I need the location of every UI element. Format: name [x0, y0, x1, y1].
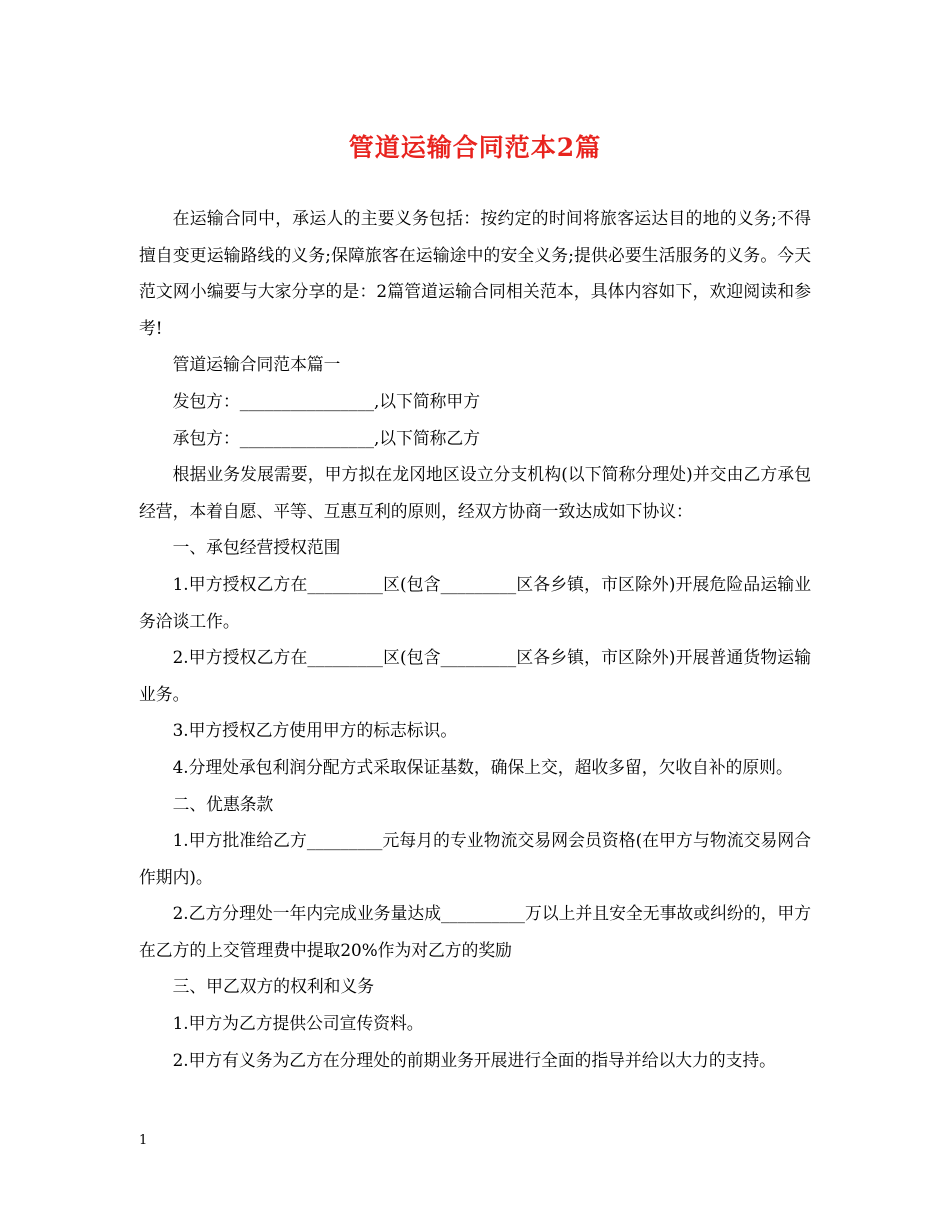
paragraph-clause-heading-1: 一、承包经营授权范围	[172, 537, 341, 558]
paragraph-intro: 在运输合同中，承运人的主要义务包括：按约定的时间将旅客运达目的地的义务;不得擅自变更运输路线的义务;保障旅客在运输途中的安全义务;提供必要生活服务的义务。今天范文网小编要与大家分享的是：2篇管道运输合同相关范本，具体内容如下，欢迎阅读和参考!	[139, 208, 811, 338]
paragraph-clause-1-3: 3.甲方授权乙方使用甲方的标志标识。	[172, 720, 458, 741]
paragraph-clause-2-2: 2.乙方分理处一年内完成业务量达成__________万以上并且安全无事故或纠纷的，甲方在乙方的上交管理费中提取20%作为对乙方的奖励	[139, 903, 811, 960]
paragraph-preamble: 根据业务发展需要，甲方拟在龙冈地区设立分支机构(以下简称分理处)并交由乙方承包经营，本着自愿、平等、互惠互利的原则，经双方协商一致达成如下协议：	[139, 464, 811, 521]
paragraph-clause-3-1: 1.甲方为乙方提供公司宣传资料。	[172, 1013, 424, 1034]
paragraph-clause-3-2: 2.甲方有义务为乙方在分理处的前期业务开展进行全面的指导并给以大力的支持。	[172, 1049, 776, 1070]
paragraph-section-heading: 管道运输合同范本篇一	[172, 354, 341, 375]
paragraph-clause-1-4: 4.分理处承包利润分配方式采取保证基数，确保上交，超收多留，欠收自补的原则。	[172, 756, 793, 777]
document-body	[139, 200, 811, 1078]
paragraph-party-b: 承包方：________________,以下简称乙方	[172, 427, 480, 448]
paragraph-clause-1-1: 1.甲方授权乙方在_________区(包含_________区各乡镇，市区除外)开展危险品运输业务洽谈工作。	[139, 573, 811, 631]
paragraph-clause-1-2: 2.甲方授权乙方在_________区(包含_________区各乡镇，市区除外)开展普通货物运输业务。	[139, 647, 811, 704]
paragraph-clause-heading-2: 二、优惠条款	[172, 793, 274, 814]
page-number: 1	[139, 1133, 148, 1148]
document-title: 管道运输合同范本2篇	[348, 133, 602, 162]
paragraph-clause-2-1: 1.甲方批准给乙方_________元每月的专业物流交易网会员资格(在甲方与物流交易网合作期内)。	[139, 830, 811, 887]
paragraph-party-a: 发包方：________________,以下简称甲方	[172, 390, 480, 411]
paragraph-clause-heading-3: 三、甲乙双方的权利和义务	[172, 976, 374, 997]
